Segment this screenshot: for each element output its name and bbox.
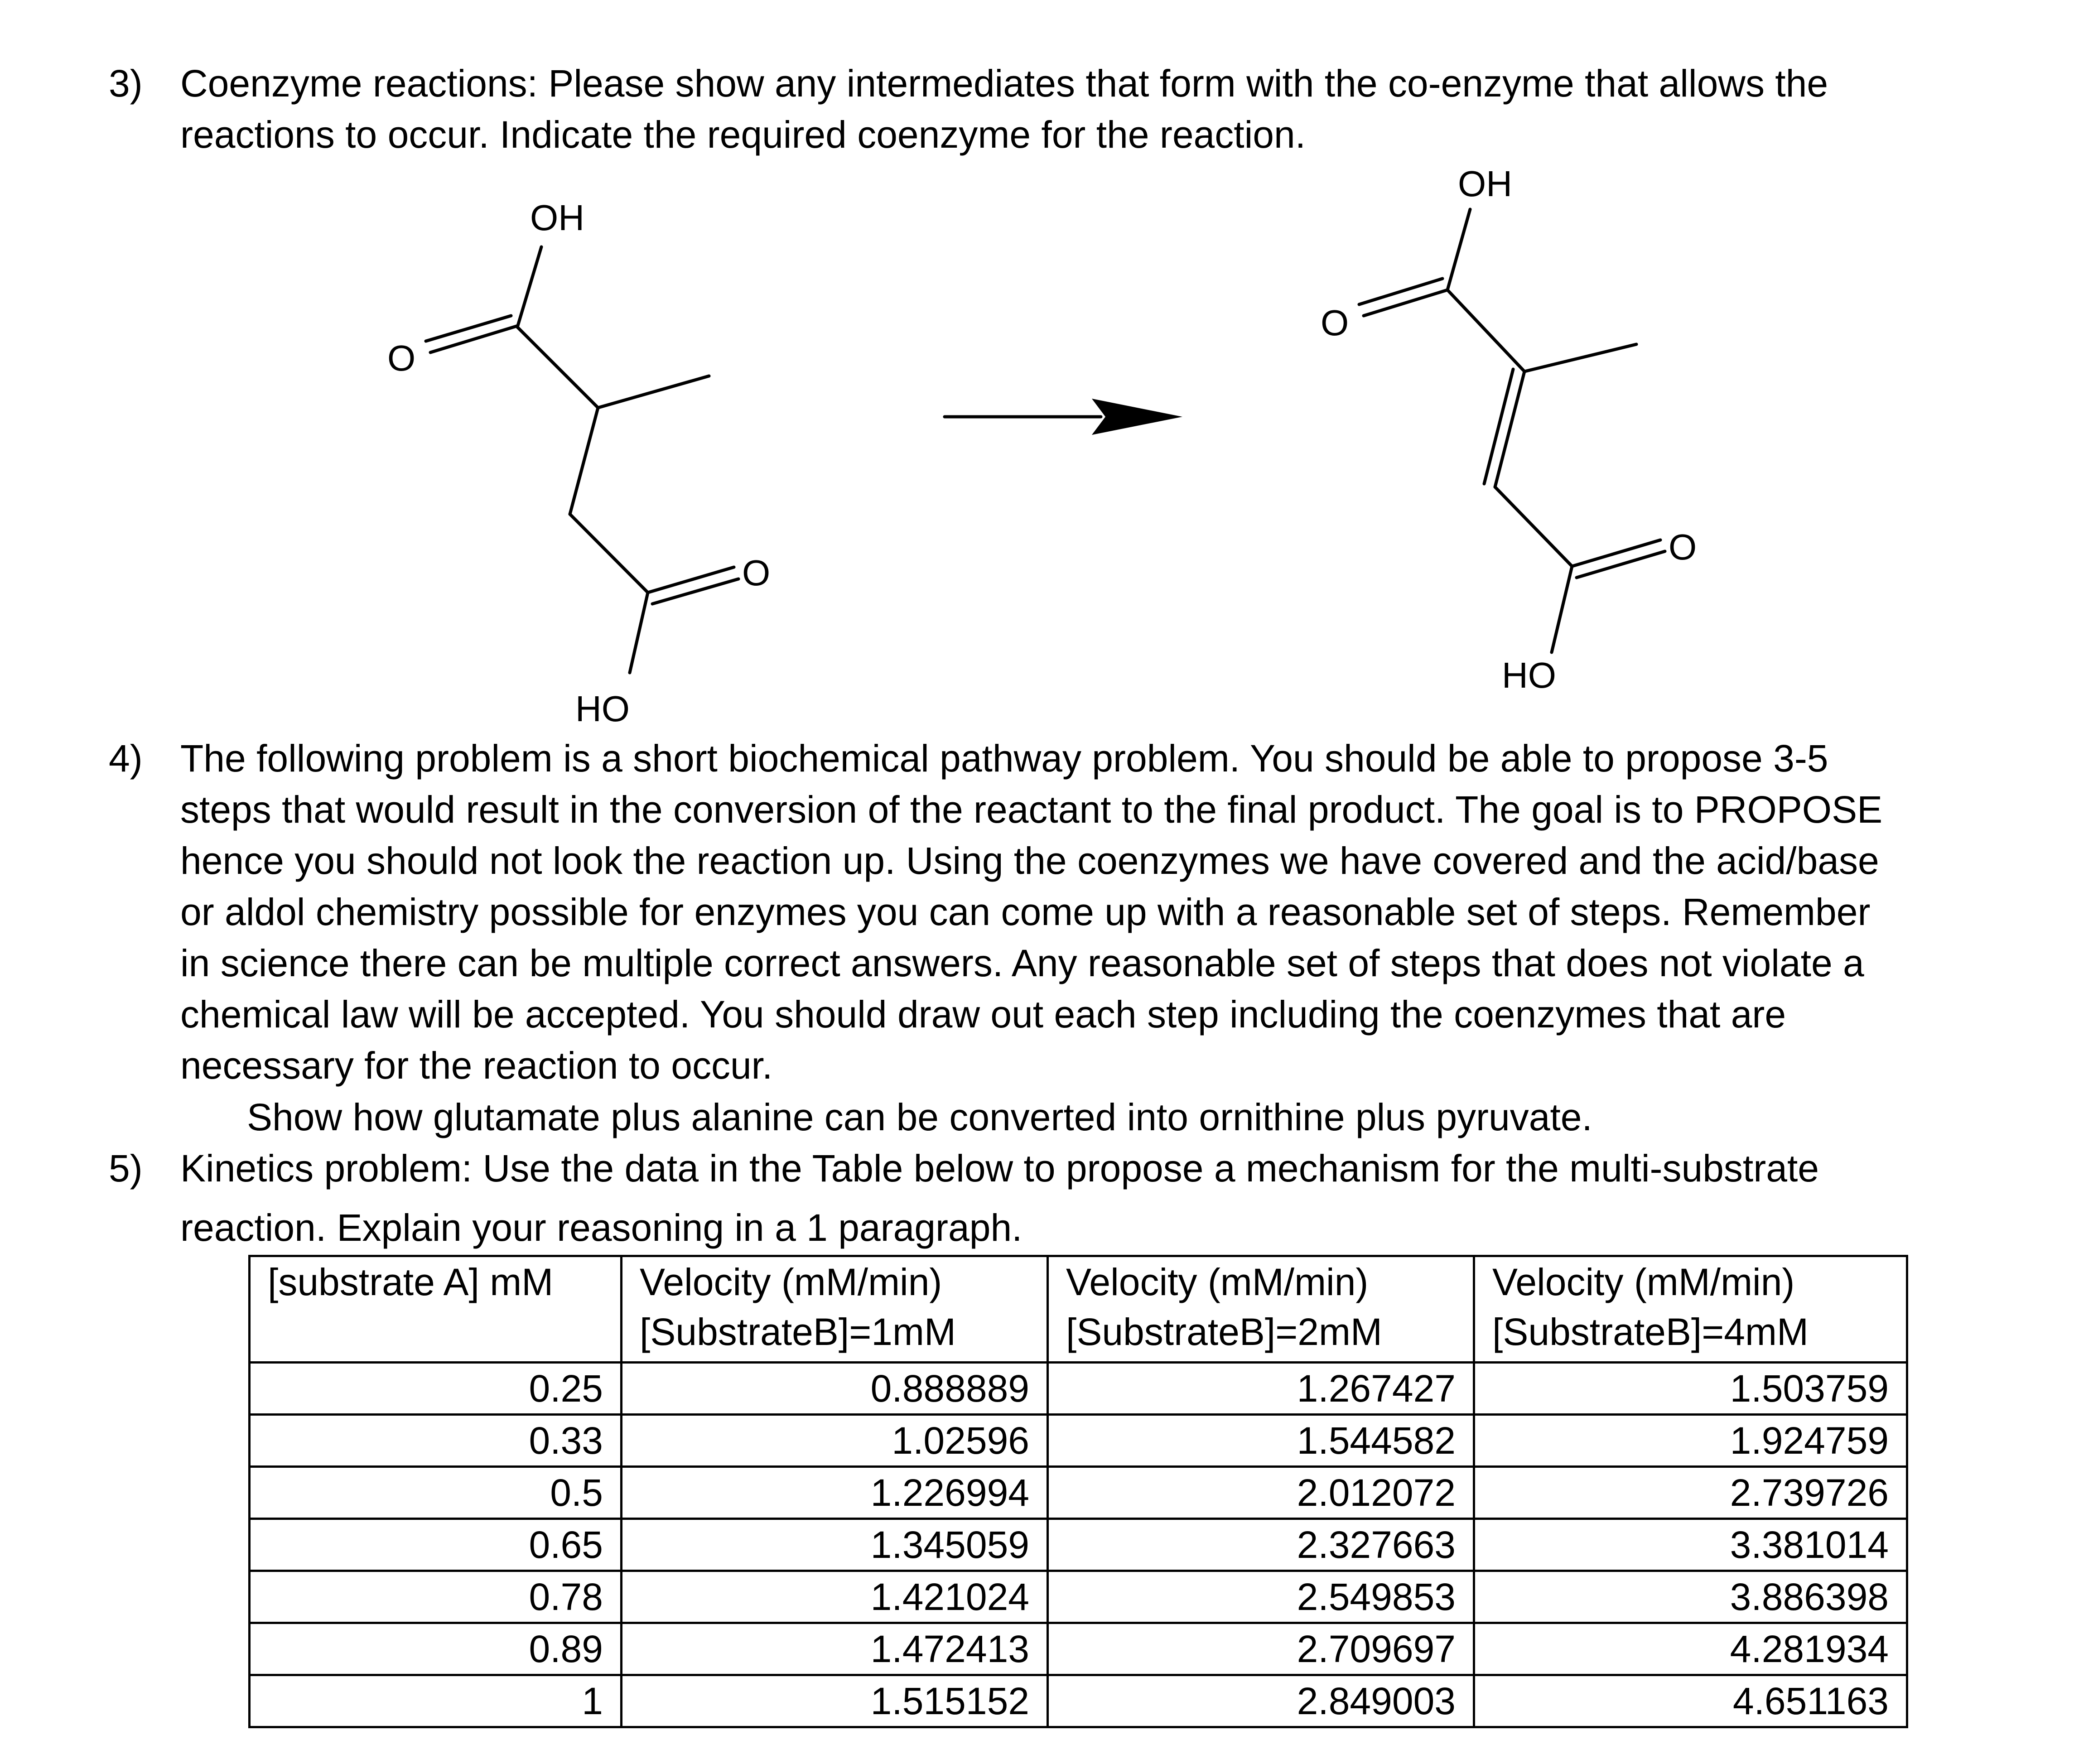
cell-substrate-a: 1 [250, 1675, 622, 1727]
reactant-bond [598, 376, 709, 408]
reaction-arrow-head [1092, 399, 1182, 435]
reactant-bond [430, 326, 516, 352]
question-4-line: or aldol chemistry possible for enzymes you can come up with a reasonable set of steps. Remember [180, 891, 1871, 933]
product-o-label: O [1669, 527, 1697, 567]
table-row [250, 1623, 1907, 1675]
header-velocity-b1: Velocity (mM/min) [SubstrateB]=1mM [622, 1256, 1048, 1363]
cell-velocity: 3.381014 [1474, 1519, 1907, 1571]
question-3-line: reactions to occur. Indicate the required coenzyme for the reaction. [180, 113, 1306, 156]
table-header-row [250, 1256, 1907, 1363]
product-bond [1552, 566, 1572, 652]
cell-velocity: 1.515152 [622, 1675, 1048, 1727]
reactant-bond [630, 593, 648, 673]
reactant-ho-label: HO [575, 689, 630, 729]
question-5-line: Kinetics problem: Use the data in the Table below to propose a mechanism for the multi-substrate [180, 1147, 1819, 1190]
product-bond [1447, 290, 1524, 371]
reactant-bond [648, 567, 734, 593]
question-4-number: 4) [109, 737, 143, 780]
cell-velocity: 2.849003 [1048, 1675, 1474, 1727]
cell-velocity: 1.472413 [622, 1623, 1048, 1675]
reactant-bond [570, 408, 598, 514]
cell-velocity: 2.327663 [1048, 1519, 1474, 1571]
reactant-oh-label: OH [530, 198, 584, 238]
cell-substrate-a: 0.89 [250, 1623, 622, 1675]
table-row [250, 1415, 1907, 1467]
cell-substrate-a: 0.5 [250, 1467, 622, 1519]
cell-velocity: 1.503759 [1474, 1363, 1907, 1415]
product-bond [1495, 487, 1572, 566]
cell-velocity: 1.267427 [1048, 1363, 1474, 1415]
cell-velocity: 0.888889 [622, 1363, 1048, 1415]
table-row [250, 1675, 1907, 1727]
cell-velocity: 2.012072 [1048, 1467, 1474, 1519]
reactant-bond [570, 514, 648, 593]
header-velocity-b4: Velocity (mM/min) [SubstrateB]=4mM [1474, 1256, 1907, 1363]
product-bond [1447, 209, 1470, 290]
cell-velocity: 1.02596 [622, 1415, 1048, 1467]
product-ho-label: HO [1502, 655, 1556, 695]
question-4-line: chemical law will be accepted. You should draw out each step including the coenzymes that are [180, 993, 1786, 1036]
cell-velocity: 1.345059 [622, 1519, 1048, 1571]
question-4-task: Show how glutamate plus alanine can be converted into ornithine plus pyruvate. [247, 1096, 1592, 1138]
product-bond [1359, 279, 1442, 304]
product-oh-label: OH [1458, 164, 1512, 204]
table-row [250, 1571, 1907, 1623]
question-5-number: 5) [109, 1147, 143, 1190]
cell-velocity: 4.281934 [1474, 1623, 1907, 1675]
kinetics-table [248, 1255, 1908, 1728]
cell-substrate-a: 0.33 [250, 1415, 622, 1467]
product-o-label: O [1321, 303, 1349, 343]
product-bond [1524, 344, 1636, 371]
cell-velocity: 4.651163 [1474, 1675, 1907, 1727]
reactant-bond [426, 316, 511, 341]
product-bond [1364, 290, 1447, 316]
cell-velocity: 2.549853 [1048, 1571, 1474, 1623]
question-4-line: The following problem is a short biochemical pathway problem. You should be able to propose 3-5 [180, 737, 1828, 780]
cell-substrate-a: 0.78 [250, 1571, 622, 1623]
product-bond [1577, 551, 1665, 578]
question-4-line: in science there can be multiple correct answers. Any reasonable set of steps that does not violate a [180, 942, 1864, 984]
question-4-line: steps that would result in the conversion of the reactant to the final product. The goal is to PROPOSE [180, 788, 1883, 831]
table-row [250, 1519, 1907, 1571]
cell-velocity: 2.739726 [1474, 1467, 1907, 1519]
cell-velocity: 2.709697 [1048, 1623, 1474, 1675]
question-3-line: Coenzyme reactions: Please show any intermediates that form with the co-enzyme that allows the [180, 62, 1828, 105]
reaction-scheme [0, 0, 2074, 734]
header-velocity-b2: Velocity (mM/min) [SubstrateB]=2mM [1048, 1256, 1474, 1363]
reactant-bond [517, 247, 541, 327]
question-5-text [180, 1143, 2038, 1253]
cell-substrate-a: 0.65 [250, 1519, 622, 1571]
table-row [250, 1467, 1907, 1519]
cell-velocity: 1.544582 [1048, 1415, 1474, 1467]
table-row [250, 1363, 1907, 1415]
header-substrate-a: [substrate A] mM [250, 1256, 622, 1363]
reactant-bond [652, 579, 738, 604]
cell-velocity: 1.421024 [622, 1571, 1048, 1623]
question-4-line: hence you should not look the reaction up. Using the coenzymes we have covered and the acid/base [180, 839, 1879, 882]
question-4-line: necessary for the reaction to occur. [180, 1044, 773, 1087]
question-3-number: 3) [109, 62, 143, 105]
question-5-line: reaction. Explain your reasoning in a 1 paragraph. [180, 1206, 1023, 1249]
question-4-text [180, 733, 2038, 1091]
cell-substrate-a: 0.25 [250, 1363, 622, 1415]
reactant-bond [516, 326, 598, 408]
cell-velocity: 3.886398 [1474, 1571, 1907, 1623]
product-bond [1572, 540, 1660, 566]
cell-velocity: 1.924759 [1474, 1415, 1907, 1467]
cell-velocity: 1.226994 [622, 1467, 1048, 1519]
reactant-o-label: O [387, 338, 416, 378]
reactant-o-label: O [742, 553, 771, 593]
